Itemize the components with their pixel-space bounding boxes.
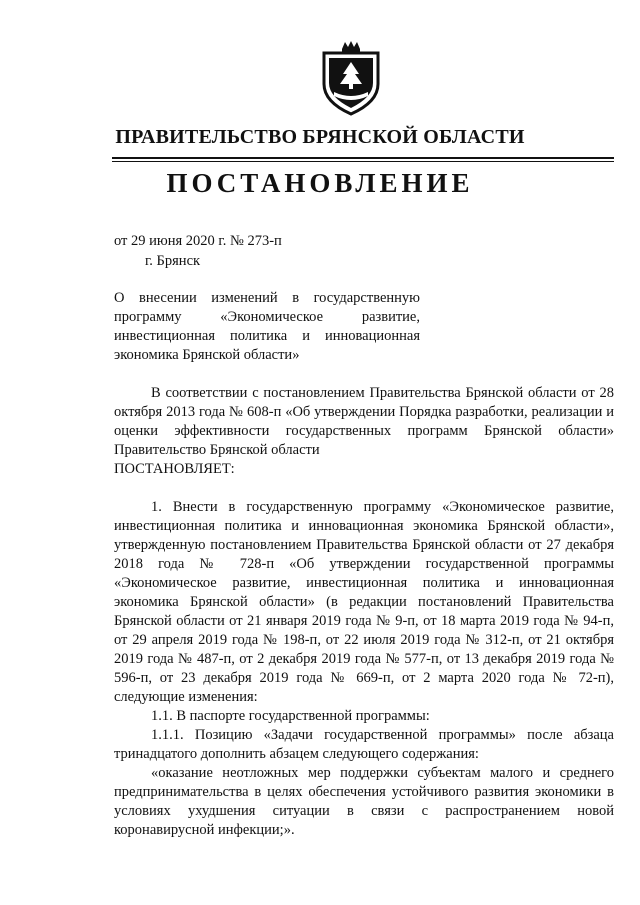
document-type-title: ПОСТАНОВЛЕНИЕ	[166, 168, 474, 198]
preamble-paragraph: В соответствии с постановлением Правительства Брянской области от 28 октября 2013 года № 608-п «Об утверждении Порядка разработки, реализации и оценки эффективности государственных программ Брянской области» Правительство Брянской области	[114, 385, 614, 458]
coat-of-arms-icon	[318, 40, 384, 118]
organization-title: ПРАВИТЕЛЬСТВО БРЯНСКОЙ ОБЛАСТИ	[115, 126, 525, 148]
item-1-1-paragraph: 1.1. В паспорте государственной программы:	[151, 708, 430, 724]
item-1-paragraph: 1. Внести в государственную программу «Экономическое развитие, инвестиционная политика и инновационная экономика Брянской области», утвержденную постановлением Правительства Брянской области от 27 декабря 2018 года № 728-п «Об утверждении государственной программы «Экономическое развитие, инвестиционная политика и инновационная экономика Брянской области» (в редакции постановлений Правительства Брянской области от 21 января 2019 года № 9-п, от 18 марта 2019 года № 94-п, от 29 апреля 2019 года № 198-п, от 22 июля 2019 года № 312-п, от 21 октября 2019 года № 487-п, от 2 декабря 2019 года № 577-п, от 13 декабря 2019 года № 596-п, от 23 декабря 2019 года № 669-п, от 2 марта 2020 года № 72-п), следующие изменения:	[114, 499, 614, 705]
document-city: г. Брянск	[145, 253, 201, 269]
document-subject: О внесении изменений в государственную программу «Экономическое развитие, инвестиционная политика и инновационная экономика Брянской области»	[114, 290, 420, 363]
header-divider-thin	[112, 161, 614, 162]
quoted-addition-paragraph: «оказание неотложных мер поддержки субъектам малого и среднего предпринимательства в целях обеспечения устойчивого развития экономики в условиях ухудшения ситуации в связи с распространением новой коронавирусной инфекции;».	[114, 765, 614, 838]
document-body	[114, 384, 614, 840]
resolves-heading: ПОСТАНОВЛЯЕТ:	[114, 461, 235, 477]
document-date-number: от 29 июня 2020 г. № 273-п	[114, 233, 282, 249]
header-divider-thick	[112, 157, 614, 159]
item-1-1-1-paragraph: 1.1.1. Позицию «Задачи государственной программы» после абзаца тринадцатого дополнить абзацем следующего содержания:	[114, 727, 614, 762]
